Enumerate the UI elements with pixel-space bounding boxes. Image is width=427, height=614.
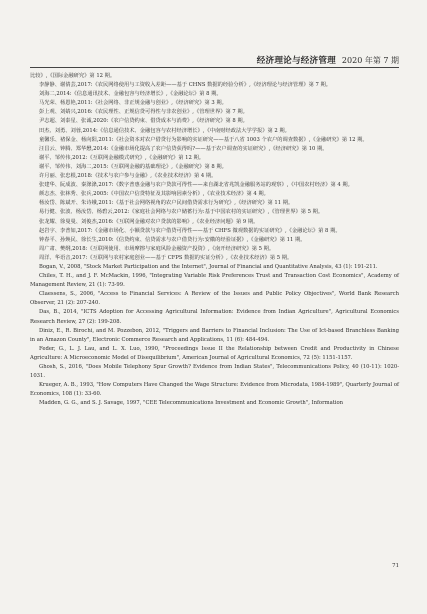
reference-item: 钟春平、孙焕民、徐长生,2010:《信贷约束、信贷需求与农户借贷行为:安徽的经验证据》,《金融研究》第 11 期。 [39,236,306,243]
reference-item: Feder, G., L. J. Lau, and L. X. Luo, 1990, "Proceedings Issue II the Relationship between Credit and Productivity in Chinese Agriculture: A Microeconomic Model of Disequilibrium", American Journal of Agricultural Economics, 72 (5): 1151-1157. [30,345,399,361]
reference-item: 彭上观、刘婧兴,2016:《农民理性、正规信贷可得性与非农创业》,《管理世界》第 7 期。 [39,109,248,116]
reference-item: Das, B., 2014, "ICTS Adoption for Accessing Agricultural Information: Evidence from Indian Agriculture", Agricultural Economics Research Review, 27 (2): 199-208. [30,309,399,325]
reference-item: 杨汝岱、陈斌开、朱诗娥,2011:《基于社会网络视角的农户民间借贷需求行为研究》,《经济研究》第 11 期。 [39,200,294,207]
reference-item: 童馨乐、褚保金、杨向阳,2011:《社会资本对农户借贷行为影响的实证研究——基于八省 1003 个农户的调查数据》,《金融研究》第 12 期。 [39,136,368,143]
reference-item: 张龙耀、徐曼曼、刘俊杰,2016:《互联网金融对农户贷款的影响》,《农业经济问题》第 9 期。 [39,218,259,225]
reference-item: Ghosh, S., 2016, "Does Mobile Telephony Spur Growth? Evidence from Indian States", Telecommunications Policy, 40 (10-11): 1020-1031. [30,364,399,380]
reference-item: 易行健、张波、杨汝岱、杨碧云,2012:《家庭社会网络与农户储蓄行为:基于中国农村的实证研究》,《管理世界》第 5 期。 [39,209,324,216]
reference-item: 汪昌云、钟腾、郑华懋,2014:《金融市场化提高了农户信贷获得吗?——基于农户调查的实证研究》,《经济研究》第 10 期。 [39,145,328,152]
reference-item: 刘海二,2014:《信息通讯技术、金融包容与经济增长》,《金融论坛》第 8 期。 [39,91,222,98]
reference-item: 颜志杰、张林秀、张兵,2005:《中国农户信贷特征及其影响因素分析》,《农业技术经济》第 4 期。 [39,191,269,198]
reference-item: 田杰、刘勇、刘蓉,2014:《信息通信技术、金融包容与农村经济增长》,《中南财经政法大学学报》第 2 期。 [39,127,290,134]
journal-title: 经济理论与经济管理 [256,56,336,66]
reference-item: 赵岩宇、李普如,2017:《金融市场化、小额贷款与农户借贷可得性——基于 CHFS 微观数据的实证研究》,《金融论坛》第 8 期。 [39,227,341,234]
reference-item: Chiles, T. H., and J. F. McMackin, 1996, "Integrating Variable Risk Preferences Trust and Transaction Cost Economics", Academy of Management Review, 21 (1): 73-99. [30,273,399,289]
reference-item: 周广肃、樊纲,2018:《互联网使用、市场摩擦与家庭风险金融资产投资》,《南开经济研究》第 5 期。 [39,245,275,252]
reference-item: 马光荣、杨恩艳,2011:《社会网络、非正规金融与创业》,《经济研究》第 3 期。 [39,100,227,107]
reference-item: 尹志超、刘泰星、张诚,2020:《农户信贷约束、借贷成本与消费》,《经济研究》第 8 期。 [39,118,248,125]
reference-item: 比较》,《国际金融研究》第 12 期。 [30,73,116,79]
reference-item: 李静静、谢倩芸,2017:《农民网络使用与工资收入差距——基于 CHNS 数据的经验分析》,《经济理论与经济管理》第 7 期。 [39,82,332,89]
running-header [0,50,427,66]
reference-item: 周洋、华语音,2017:《互联网与农村家庭创业——基于 CFPS 数据的实证分析》,《农业技术经济》第 5 期。 [39,254,293,261]
reference-item: 谢平、邹传伟,2012:《互联网金融模式研究》,《金融研究》第 12 期。 [39,154,204,161]
header-rule [30,67,399,68]
reference-list [30,72,399,408]
reference-item: Claessens, S., 2006, "Access to Financial Services: A Review of the Issues and Public Policy Objectives", World Bank Research Observer, 21 (2): 207-240. [30,291,399,307]
reference-item: 谢平、邹传伟、刘海二,2015:《互联网金融的基础理论》,《金融研究》第 8 期。 [39,163,227,170]
reference-item: 张建华、阮成波、秦涤涤,2017:《数字普惠金融与农户贷款可得性——来自湖北省兆凯金融服务站的观察》,《中国农村经济》第 4 期。 [39,182,353,189]
issue-label: 2020 年第 7 期 [341,56,399,65]
reference-item: Bogan, V., 2008, "Stock Market Participation and the Internet", Journal of Financial and Quantitative Analysis, 43 (1): 191-211. [39,263,378,270]
reference-item: Krueger, A. B., 1993, "How Computers Have Changed the Wage Structure: Evidence from Microdata, 1984-1989", Quarterly Journal of Economics, 108 (1): 33-60. [30,382,399,398]
reference-item: Madden, G. G., and S. J. Savage, 1997, "CEE Telecommunications Investment and Economic Growth", Information [39,400,344,407]
reference-item: Diniz, E., R. Birochi, and M. Pozzebon, 2012, "Triggers and Barriers to Financial Inclusion: The Use of Ict-based Branchless Banking in an Amazon County", Electronic Commerce Research and Applications, 11 (6): 484-494. [30,327,399,343]
page-number: 71 [392,563,399,569]
reference-item: 许月丽、张忠根,2018:《技术与农户参与金融》,《农业技术经济》第 4 期。 [39,173,217,180]
